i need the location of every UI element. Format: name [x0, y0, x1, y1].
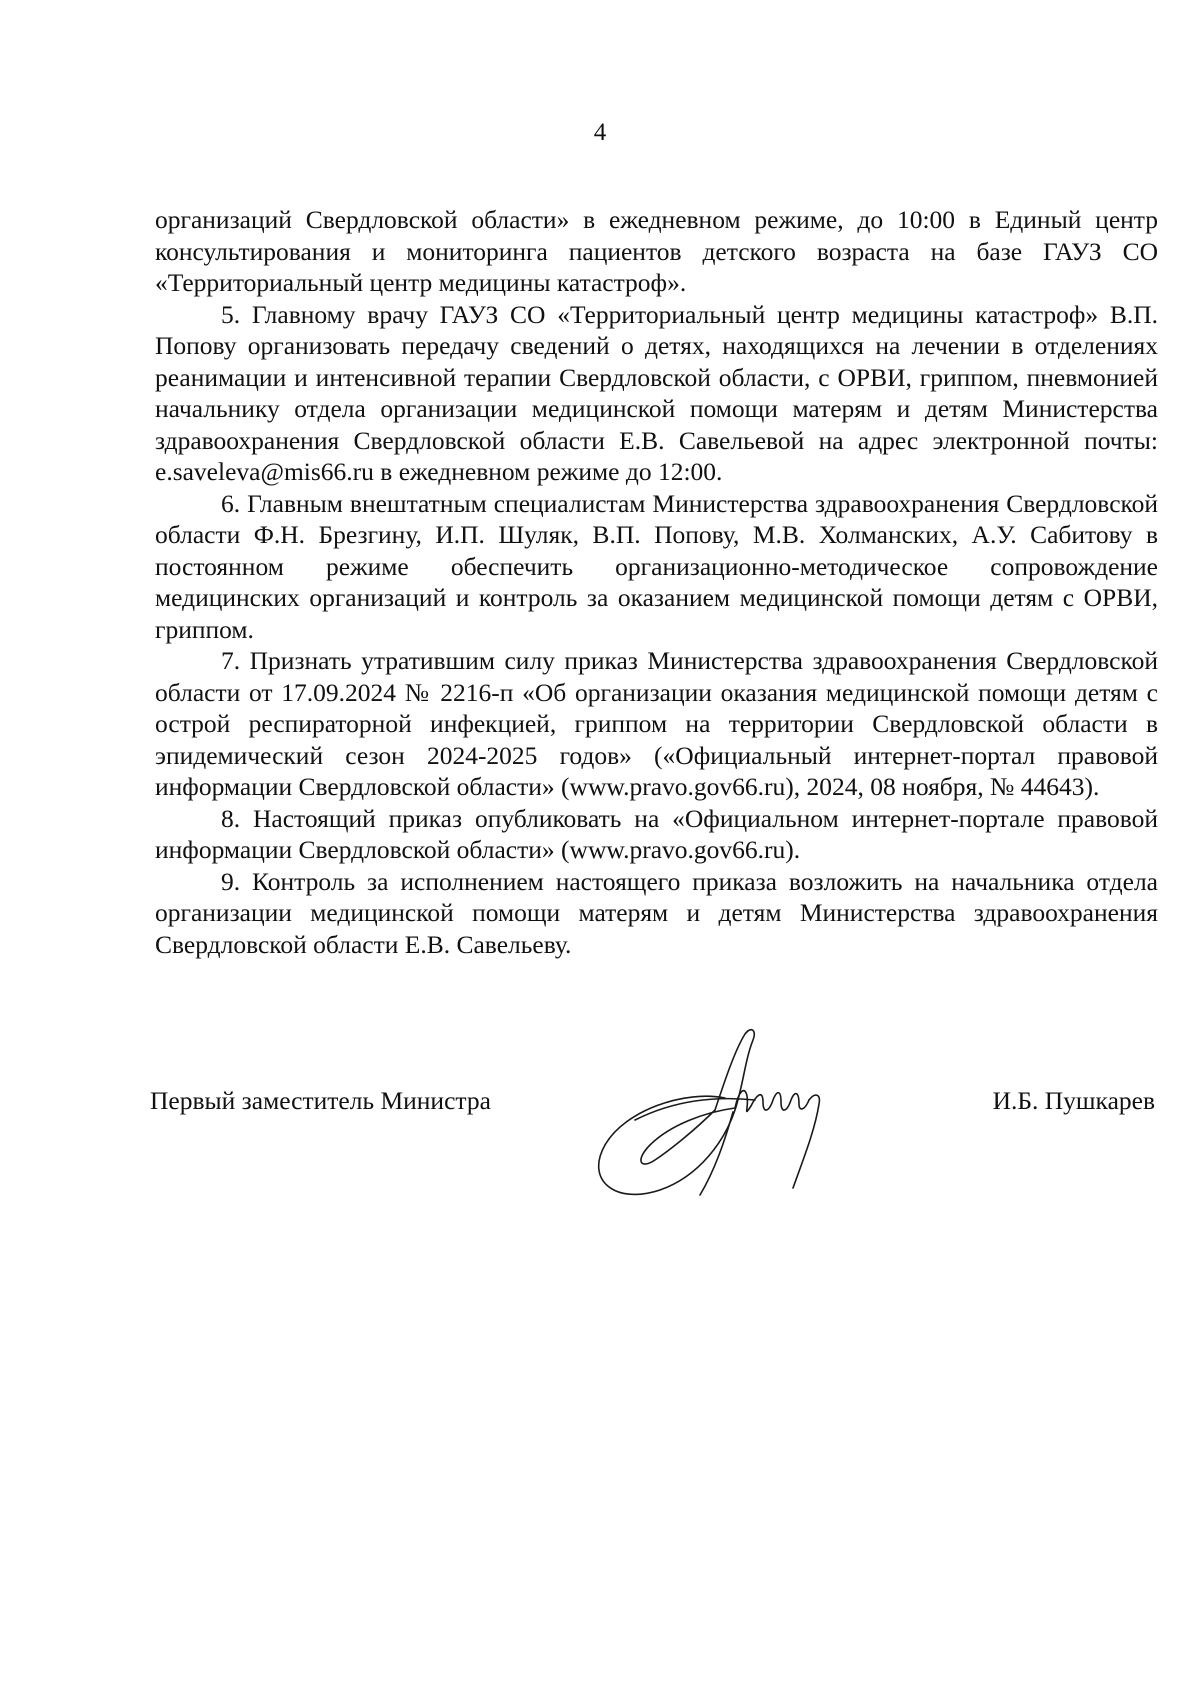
signer-title: Первый заместитель Министра	[150, 1086, 491, 1115]
paragraph-item-6: 6. Главным внештатным специалистам Министерства здравоохранения Свердловской области Ф.Н. Брезгину, И.П. Шуляк, В.П. Попову, М.В. Холманских, А.У. Сабитову в постоянном режиме обеспечить организационно-методическое сопровождение медицинских организаций и контроль за оказанием медицинской помощи детям с ОРВИ, гриппом.	[155, 488, 1158, 644]
paragraph-item-7: 7. Признать утратившим силу приказ Министерства здравоохранения Свердловской области от 17.09.2024 № 2216-п «Об организации оказания медицинской помощи детям с острой респираторной инфекцией, гриппом на территории Свердловской области в эпидемический сезон 2024-2025 годов» («Официальный интернет-портал правовой информации Свердловской области» (www.pravo.gov66.ru), 2024, 08 ноября, № 44643).	[155, 646, 1158, 801]
document-body	[155, 204, 1158, 960]
signer-name: И.Б. Пушкарев	[992, 1086, 1155, 1115]
page-number: 4	[593, 119, 607, 146]
paragraph-continuation: организаций Свердловской области» в ежедневном режиме, до 10:00 в Единый центр консультирования и мониторинга пациентов детского возраста на базе ГАУЗ СО «Территориальный центр медицины катастроф».	[155, 205, 1158, 297]
paragraph-item-9: 9. Контроль за исполнением настоящего приказа возложить на начальника отдела организации медицинской помощи матерям и детям Министерства здравоохранения Свердловской области Е.В. Савельеву.	[155, 866, 1158, 959]
handwritten-signature	[575, 1020, 875, 1210]
paragraph-item-5: 5. Главному врачу ГАУЗ СО «Территориальный центр медицины катастроф» В.П. Попову организовать передачу сведений о детях, находящихся на лечении в отделениях реанимации и интенсивной терапии Свердловской области, с ОРВИ, гриппом, пневмонией начальнику отдела организации медицинской помощи матерям и детям Министерства здравоохранения Свердловской области Е.В. Савельевой на адрес электронной почты: e.saveleva@mis66.ru в ежедневном режиме до 12:00.	[155, 299, 1158, 486]
paragraph-item-8: 8. Настоящий приказ опубликовать на «Официальном интернет-портале правовой информации Свердловской области» (www.pravo.gov66.ru).	[155, 803, 1158, 864]
